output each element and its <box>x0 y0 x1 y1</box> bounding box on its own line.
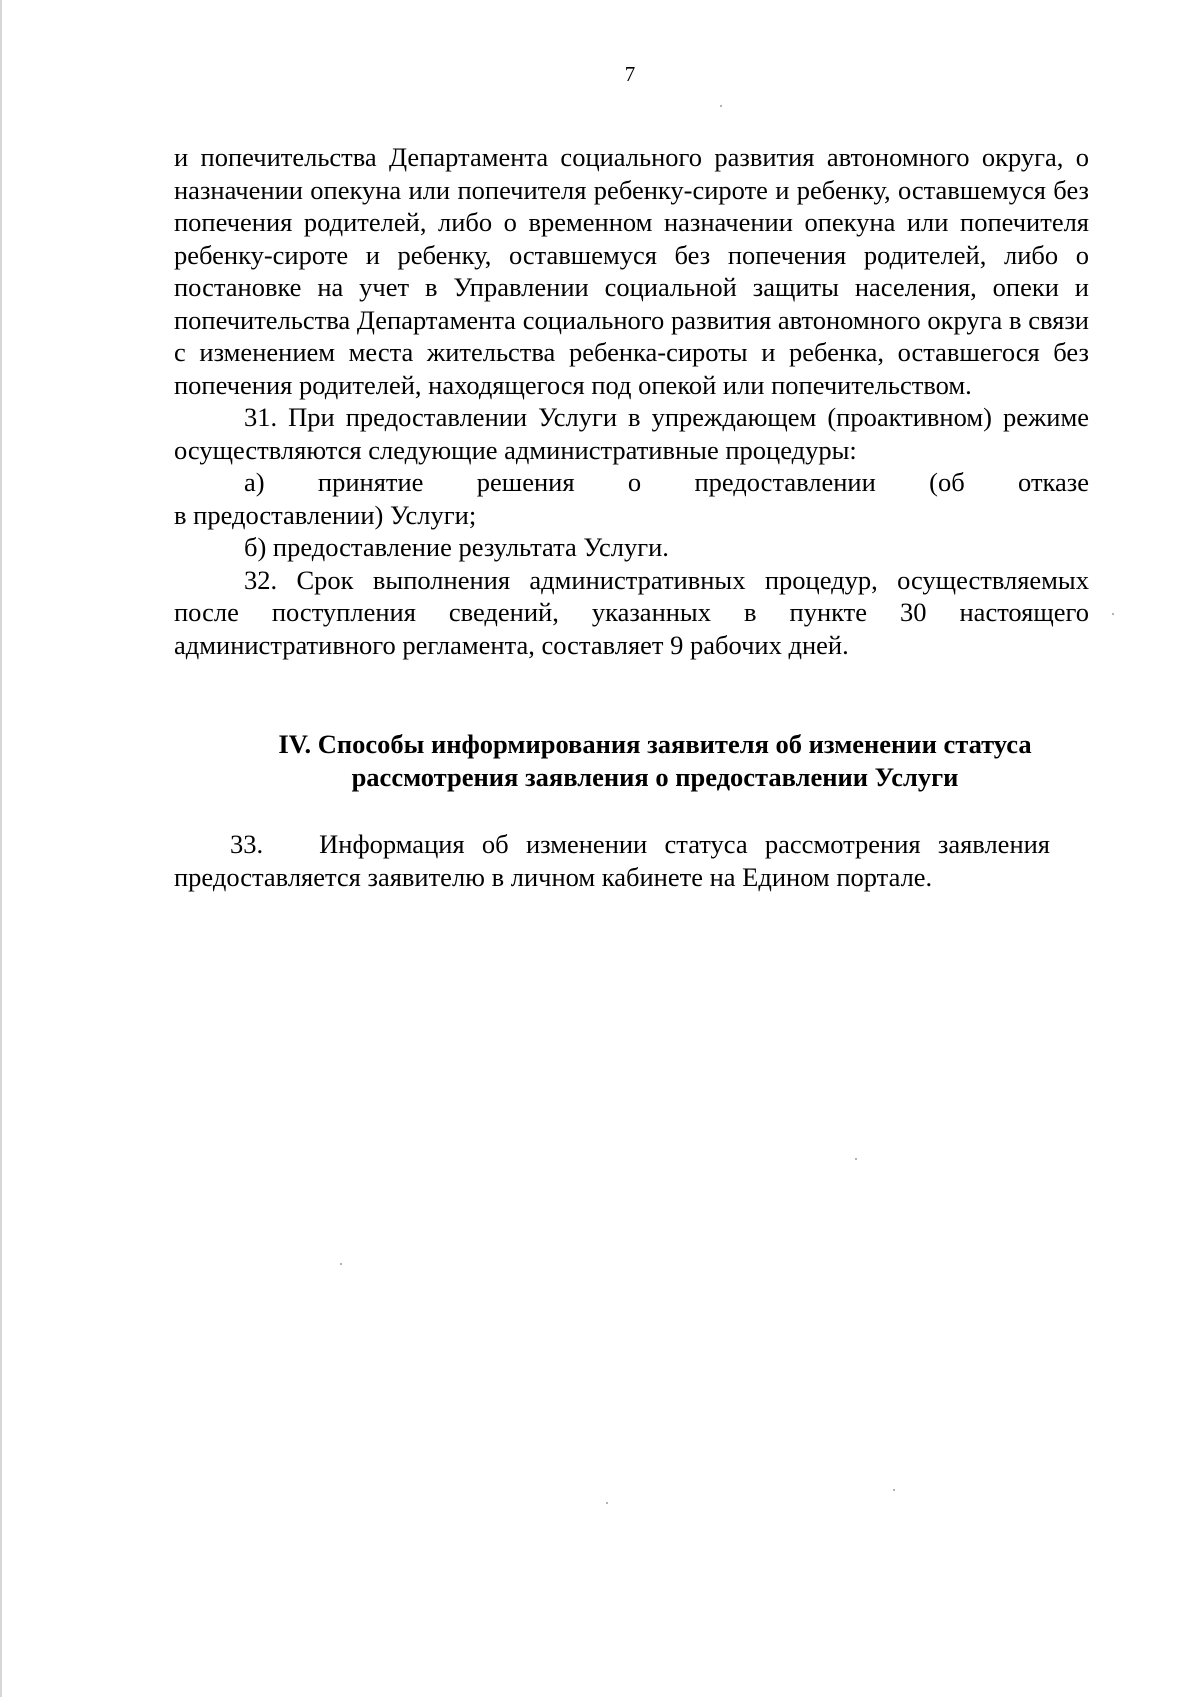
paragraph-31-item-b: б) предоставление результата Услуги. <box>244 532 669 562</box>
section-heading <box>200 728 1110 794</box>
paragraph-continuation: и попечительства Департамента социального развития автономного округа, о назначении опекуна или попечителя ребенку-сироте и ребенку, оставшемуся без попечения родителей, либо о временном назначении опекуна или попечителя ребенку-сироте и ребенку, оставшемуся без попечения родителей, либо о постановке на учет в Управлении социальной защиты населения, опеки и попечительства Департамента социального развития автономного округа в связи с изменением места жительства ребенка-сироты и ребенка, оставшегося без попечения родителей, находящегося под опекой или попечительством. <box>174 142 1089 400</box>
page-number: 7 <box>624 62 636 86</box>
paragraph-33-line2: предоставляется заявителю в личном кабинете на Едином портале. <box>174 861 933 892</box>
paragraph-31-item-a-line2: в предоставлении) Услуги; <box>174 499 477 530</box>
paragraph-32: 32. Срок выполнения административных процедур, осуществляемых после поступления сведений, указанных в пункте 30 настоящего административного регламента, составляет 9 рабочих дней. <box>174 564 1089 660</box>
paragraph-31: 31. При предоставлении Услуги в упреждающем (проактивном) режиме осуществляются следующие административные процедуры: <box>174 402 1089 465</box>
scan-speck <box>720 105 722 107</box>
paragraph-31-item-a-line1: а) принятие решения о предоставлении (об отказе <box>244 467 1089 497</box>
scan-speck <box>606 1502 608 1504</box>
scan-speck <box>855 1158 857 1160</box>
scan-speck <box>1112 613 1114 615</box>
scan-speck <box>340 1263 342 1265</box>
scan-edge <box>0 0 2 1697</box>
section-heading-line2: рассмотрения заявления о предоставлении Услуги <box>351 762 959 792</box>
paragraph-33-text-line1: Информация об изменении статуса рассмотрения заявления <box>319 829 1050 859</box>
section-heading-line1: IV. Способы информирования заявителя об изменении статуса <box>278 729 1032 759</box>
scan-speck <box>893 1489 895 1491</box>
body-text-upper <box>174 141 1089 661</box>
body-text-lower <box>174 828 1089 893</box>
paragraph-33-number: 33. <box>230 829 264 859</box>
paragraph-33-line1 <box>174 828 1050 861</box>
